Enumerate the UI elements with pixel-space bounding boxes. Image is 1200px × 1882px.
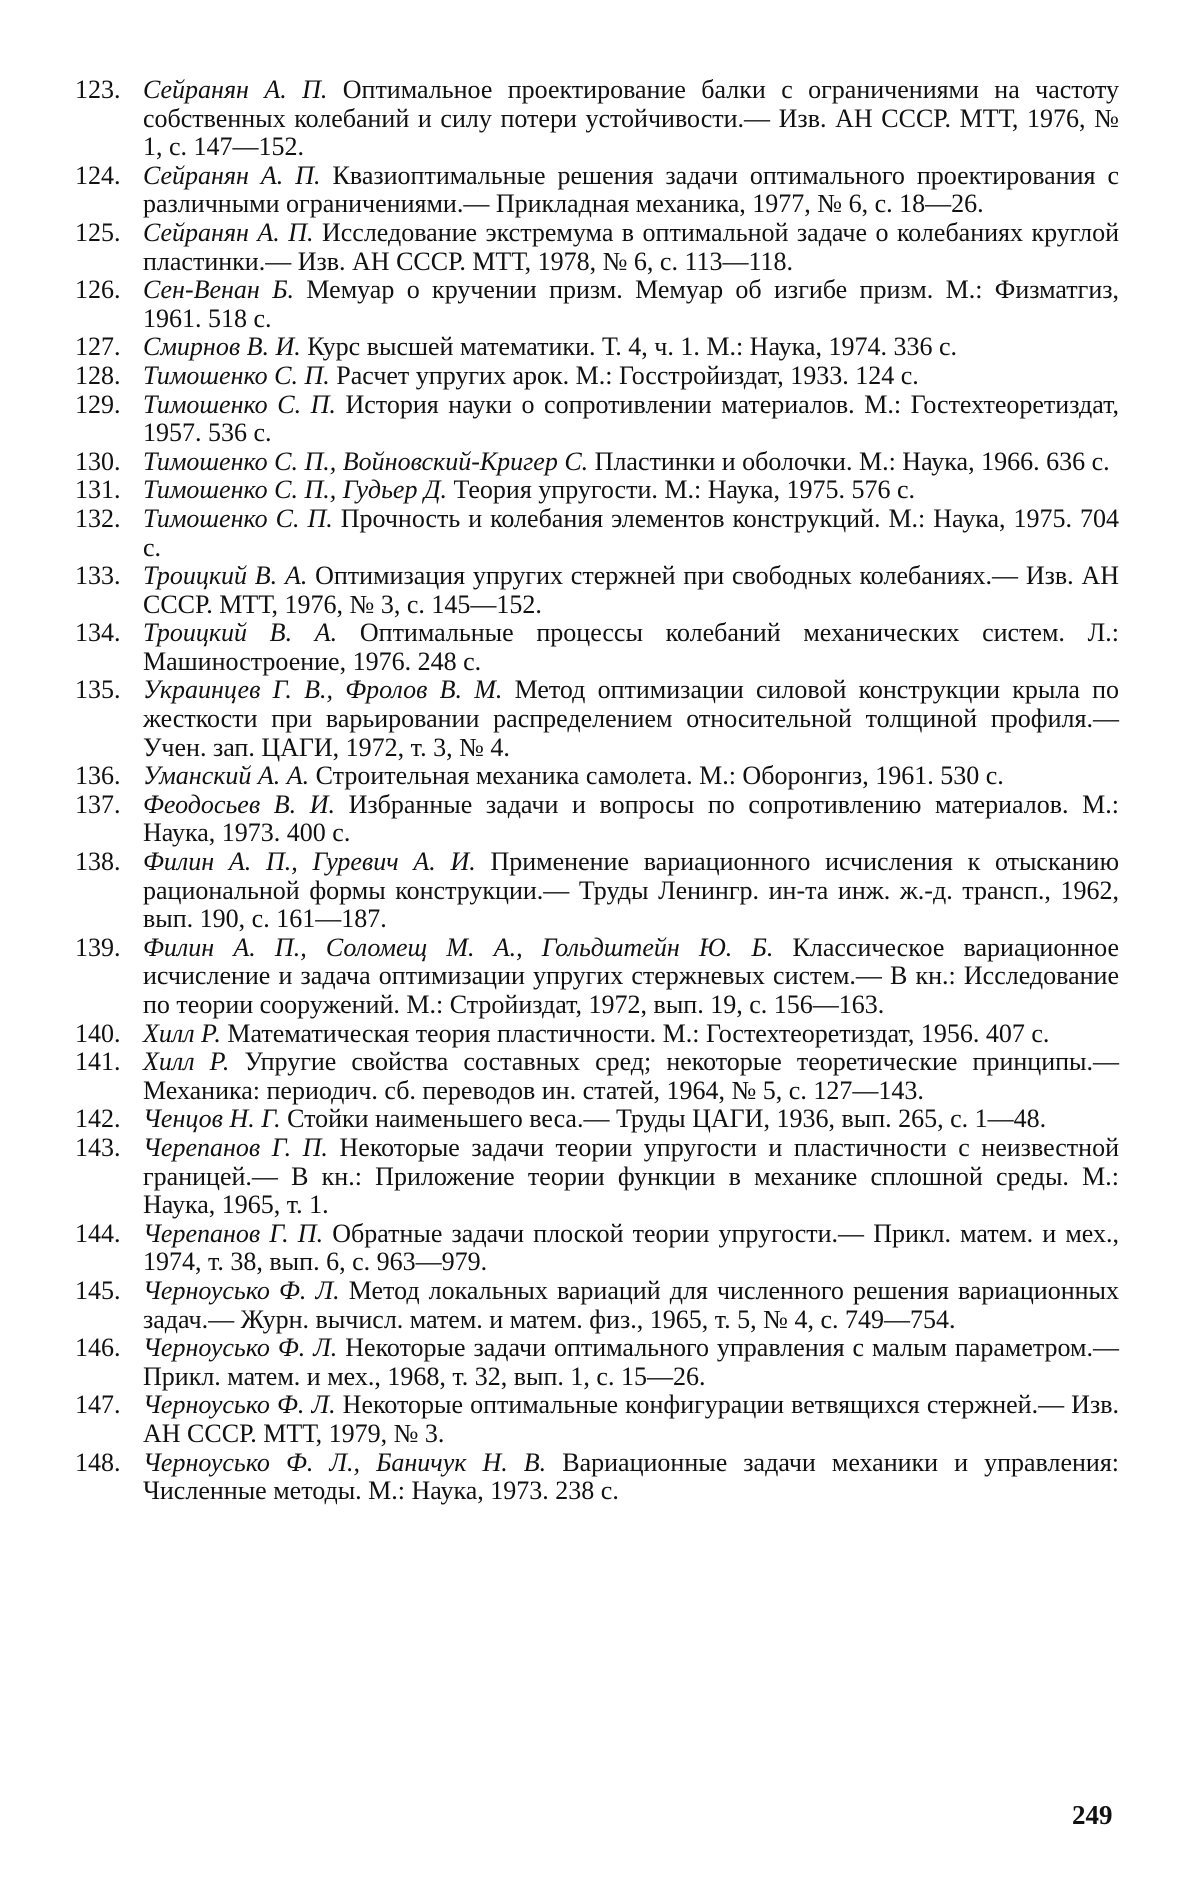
reference-authors: Филин А. П., Соломещ М. А., Гольдштейн Ю. Б. [143, 932, 774, 962]
reference-number: 129. [75, 389, 121, 419]
reference-authors: Троицкий В. А. [143, 618, 338, 648]
reference-text: Квазиоптимальные решения задачи оптимального проектирования с различными ограничениями.— Прикладная механика, 1977, № 6, с. 18—26. [143, 160, 1119, 219]
reference-item [75, 1449, 1119, 1506]
reference-text: Теория упругости. М.: Наука, 1975. 576 с. [447, 475, 916, 505]
reference-number: 125. [75, 217, 121, 247]
reference-item [75, 1134, 1119, 1220]
reference-text: Обратные задачи плоской теории упругости.— Прикл. матем. и мех., 1974, т. 38, вып. 6, с. 963—979. [143, 1218, 1119, 1277]
reference-number: 127. [75, 332, 121, 362]
reference-text: Классическое вариационное исчисление и задача оптимизации упругих стержневых систем.— В кн.: Исследование по теории сооружений. М.: Стройиздат, 1972, вып. 19, с. 156—163. [143, 932, 1119, 1019]
reference-number: 132. [75, 503, 121, 533]
reference-item [75, 448, 1119, 477]
reference-item [75, 76, 1119, 162]
reference-number: 134. [75, 618, 121, 648]
reference-text: Математическая теория пластичности. М.: Гостехтеоретиздат, 1956. 407 с. [220, 1018, 1050, 1048]
reference-item [75, 219, 1119, 276]
reference-number: 140. [75, 1018, 121, 1048]
reference-text: История науки о сопротивлении материалов. М.: Гостехтеоретиздат, 1957. 536 с. [143, 389, 1120, 448]
reference-authors: Черноусько Ф. Л., Баничук Н. В. [143, 1447, 547, 1477]
reference-text: Стойки наименьшего веса.— Труды ЦАГИ, 1936, вып. 265, с. 1—48. [280, 1104, 1047, 1134]
reference-text: Избранные задачи и вопросы по сопротивлению материалов. М.: Наука, 1973. 400 с. [143, 789, 1119, 848]
reference-number: 138. [75, 847, 121, 877]
reference-text: Вариационные задачи механики и управления: Численные методы. М.: Наука, 1973. 238 с. [143, 1447, 1120, 1506]
reference-item [75, 505, 1119, 562]
reference-text: Пластинки и оболочки. М.: Наука, 1966. 636 с. [588, 446, 1110, 476]
reference-authors: Черепанов Г. П. [143, 1218, 324, 1248]
reference-number: 130. [75, 446, 121, 476]
reference-item [75, 1334, 1119, 1391]
reference-number: 136. [75, 761, 121, 791]
reference-number: 126. [75, 275, 121, 305]
reference-item [75, 362, 1119, 391]
reference-text: Курс высшей математики. Т. 4, ч. 1. М.: Наука, 1974. 336 с. [300, 332, 957, 362]
reference-authors: Уманский А. А. [143, 761, 310, 791]
reference-authors: Сейранян А. П. [143, 217, 314, 247]
reference-text: Исследование экстремума в оптимальной задаче о колебаниях круглой пластинки.— Изв. АН СССР. МТТ, 1978, № 6, с. 113—118. [143, 217, 1119, 276]
reference-item [75, 391, 1119, 448]
reference-text: Некоторые задачи теории упругости и пластичности с неизвестной границей.— В кн.: Приложение теории функции в механике сплошной среды. М.: Наука, 1965, т. 1. [143, 1132, 1119, 1220]
reference-authors: Тимошенко С. П., Гудьер Д. [143, 475, 447, 505]
reference-authors: Ченцов Н. Г. [143, 1104, 281, 1134]
reference-item [75, 791, 1119, 848]
reference-authors: Сейранян А. П. [143, 160, 321, 190]
reference-authors: Черноусько Ф. Л. [143, 1333, 338, 1363]
reference-text: Расчет упругих арок. М.: Госстройиздат, 1933. 124 с. [329, 360, 919, 390]
reference-text: Метод оптимизации силовой конструкции крыла по жесткости при варьировании распределением относительной толщиной профиля.— Учен. зап. ЦАГИ, 1972, т. 3, № 4. [143, 675, 1120, 762]
reference-number: 143. [75, 1132, 121, 1162]
reference-number: 133. [75, 561, 121, 591]
reference-number: 131. [75, 475, 121, 505]
reference-item [75, 1105, 1119, 1134]
reference-text: Оптимальные процессы колебаний механических систем. Л.: Машиностроение, 1976. 248 с. [143, 618, 1119, 676]
reference-text: Мемуар о кручении призм. Мемуар об изгибе призм. М.: Физматгиз, 1961. 518 с. [143, 275, 1119, 333]
reference-number: 146. [75, 1333, 121, 1363]
reference-item [75, 1391, 1119, 1448]
reference-item [75, 676, 1119, 762]
reference-authors: Троицкий В. А. [143, 561, 308, 591]
reference-number: 128. [75, 360, 121, 390]
reference-authors: Тимошенко С. П. [143, 360, 330, 390]
reference-text: Применение вариационного исчисления к отысканию рациональной формы конструкции.— Труды Ленингр. ин-та инж. ж.-д. трансп., 1962, вып. 190, с. 161—187. [143, 847, 1120, 934]
reference-number: 147. [75, 1390, 121, 1420]
reference-authors: Черноусько Ф. Л. [143, 1275, 340, 1305]
reference-number: 142. [75, 1104, 121, 1134]
reference-item [75, 1277, 1119, 1334]
reference-item [75, 333, 1119, 362]
reference-item [75, 619, 1119, 676]
reference-authors: Смирнов В. И. [143, 332, 301, 362]
reference-number: 148. [75, 1447, 121, 1477]
reference-authors: Черноусько Ф. Л. [143, 1390, 336, 1420]
reference-number: 139. [75, 932, 121, 962]
reference-text: Оптимизация упругих стержней при свободных колебаниях.— Изв. АН СССР. МТТ, 1976, № 3, с. 145—152. [143, 561, 1119, 619]
reference-authors: Тимошенко С. П., Войновский-Кригер С. [143, 446, 589, 476]
reference-item [75, 162, 1119, 219]
reference-authors: Филин А. П., Гуревич А. И. [143, 847, 476, 877]
page-number: 249 [1072, 1800, 1113, 1830]
reference-authors: Феодосьев В. И. [143, 789, 335, 819]
reference-number: 123. [75, 75, 121, 104]
reference-list [75, 76, 1119, 1506]
reference-number: 135. [75, 675, 121, 705]
reference-number: 145. [75, 1275, 121, 1305]
reference-text: Метод локальных вариаций для численного решения вариационных задач.— Журн. вычисл. матем. и матем. физ., 1965, т. 5, № 4, с. 749—754. [143, 1275, 1119, 1334]
reference-item [75, 1020, 1119, 1049]
reference-authors: Хилл Р. [143, 1047, 230, 1077]
reference-text: Некоторые оптимальные конфигурации ветвящихся стержней.— Изв. АН СССР. МТТ, 1979, № 3. [143, 1390, 1119, 1448]
reference-item [75, 562, 1119, 619]
reference-authors: Тимошенко С. П. [143, 503, 333, 533]
reference-item [75, 934, 1119, 1020]
reference-text: Прочность и колебания элементов конструкций. М.: Наука, 1975. 704 с. [143, 503, 1119, 562]
reference-number: 144. [75, 1218, 121, 1248]
reference-text: Строительная механика самолета. М.: Оборонгиз, 1961. 530 с. [309, 761, 1004, 791]
reference-text: Упругие свойства составных сред; некоторые теоретические принципы.— Механика: периодич. сб. переводов ин. статей, 1964, № 5, с. 127—143. [143, 1047, 1119, 1105]
reference-item [75, 476, 1119, 505]
reference-authors: Черепанов Г. П. [143, 1132, 328, 1162]
reference-number: 137. [75, 789, 121, 819]
reference-item [75, 1220, 1119, 1277]
reference-text: Оптимальное проектирование балки с ограничениями на частоту собственных колебаний и силу потери устойчивости.— Изв. АН СССР. МТТ, 1976, № 1, с. 147—152. [143, 75, 1119, 162]
reference-authors: Сен-Венан Б. [143, 275, 295, 305]
reference-number: 141. [75, 1047, 121, 1077]
reference-item [75, 276, 1119, 333]
reference-authors: Сейранян А. П. [143, 75, 328, 104]
reference-text: Некоторые задачи оптимального управления с малым параметром.— Прикл. матем. и мех., 1968, т. 32, вып. 1, с. 15—26. [143, 1333, 1119, 1391]
reference-item [75, 1048, 1119, 1105]
reference-authors: Хилл Р. [143, 1018, 221, 1048]
reference-item [75, 848, 1119, 934]
reference-authors: Тимошенко С. П. [143, 389, 336, 419]
reference-authors: Украинцев Г. В., Фролов В. М. [143, 675, 503, 705]
reference-item [75, 762, 1119, 791]
reference-number: 124. [75, 160, 121, 190]
